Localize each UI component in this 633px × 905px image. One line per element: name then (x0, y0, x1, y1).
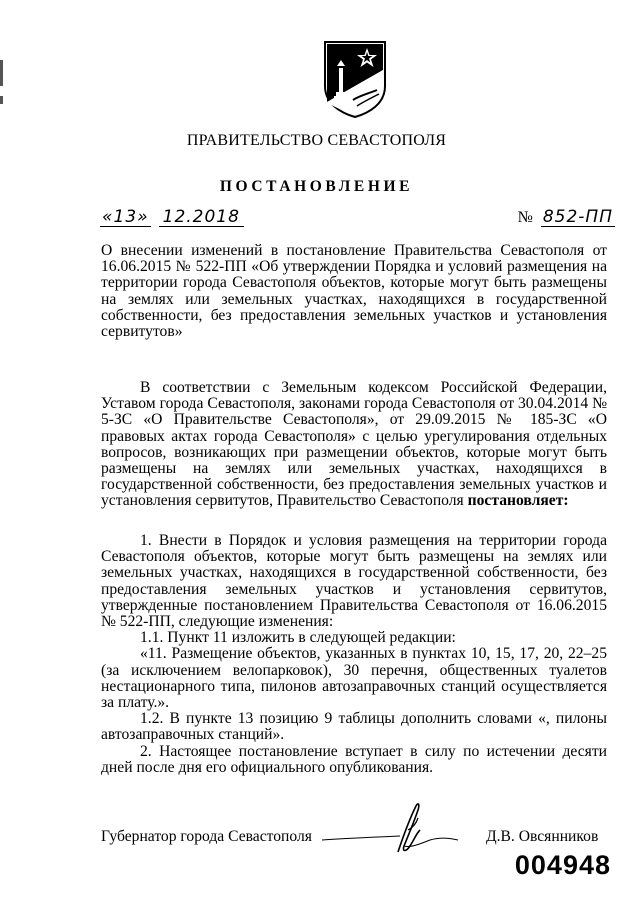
signatory-position: Губернатор города Севастополя (101, 828, 312, 845)
date-month-year: 12.2018 (159, 208, 244, 227)
list-item: 1. Внести в Порядок и условия размещения на территории города Севастополя объектов, которые могут быть размещены на землях или земельных участках, находящихся в государственной собственности, без предоставления земельных участков и установления сервитутов, утвержденные постановлением Правительства Севастополя от 16.06.2015 № 522-ПП, следующие изменения: (101, 532, 607, 631)
decree-word: постановляет: (467, 492, 569, 510)
list-item: «11. Размещение объектов, указанных в пунктах 10, 15, 17, 20, 22–25 (за исключением велопарковок), 30 перечня, общественных туалетов нестационарного типа, пилонов автозаправочных станций осуществляется за плату.». (101, 645, 607, 712)
handwritten-signature (320, 800, 460, 860)
preamble-text: В соответствии с Земельным кодексом Российской Федерации, Уставом города Севастополя, законами города Севастополя от 30.04.2014 № 5-ЗС «О Правительстве Севастополя», от 29.09.2015 № 185-ЗС «О правовых актах города Севастополя» с целью урегулирования отдельных вопросов, возникающих при размещении объектов, которые могут быть размещены на землях или земельных участках, находящихся в государственной собственности, без предоставления земельных участков и установления сервитутов, Правительство Севастополя (101, 379, 607, 510)
scan-mark (0, 96, 3, 104)
decree-items (101, 533, 607, 776)
serial-number: 004948 (514, 850, 611, 880)
sevastopol-coat-of-arms-icon (323, 40, 387, 118)
document-number (518, 208, 615, 227)
scan-mark (0, 60, 3, 86)
signatory-name: Д.В. Овсянников (486, 828, 599, 845)
document-subject: О внесении изменений в постановление Правительства Севастополя от 16.06.2015 № 522-ПП «Об утверждении Порядка и условий размещения на территории города Севастополя объектов, которые могут быть размещены на землях или земельных участках, находящихся в государственной собственности, без предоставления земельных участков и установления сервитутов» (101, 242, 607, 341)
list-item: 1.2. В пункте 13 позицию 9 таблицы дополнить словами «, пилоны автозаправочных станций». (101, 710, 607, 744)
preamble (101, 380, 607, 510)
list-item: 1.1. Пункт 11 изложить в следующей редакции: (140, 629, 456, 647)
date-day: «13» (102, 207, 149, 227)
document-type-title: ПОСТАНОВЛЕНИЕ (219, 178, 414, 195)
list-item: 2. Настоящее постановление вступает в силу по истечении десяти дней после дня его официального опубликования. (101, 742, 607, 776)
organization-title: ПРАВИТЕЛЬСТВО СЕВАСТОПОЛЯ (186, 132, 447, 149)
document-date (100, 208, 244, 227)
number-sign: № (517, 209, 533, 226)
registration-number: 852-ПП (542, 207, 613, 227)
